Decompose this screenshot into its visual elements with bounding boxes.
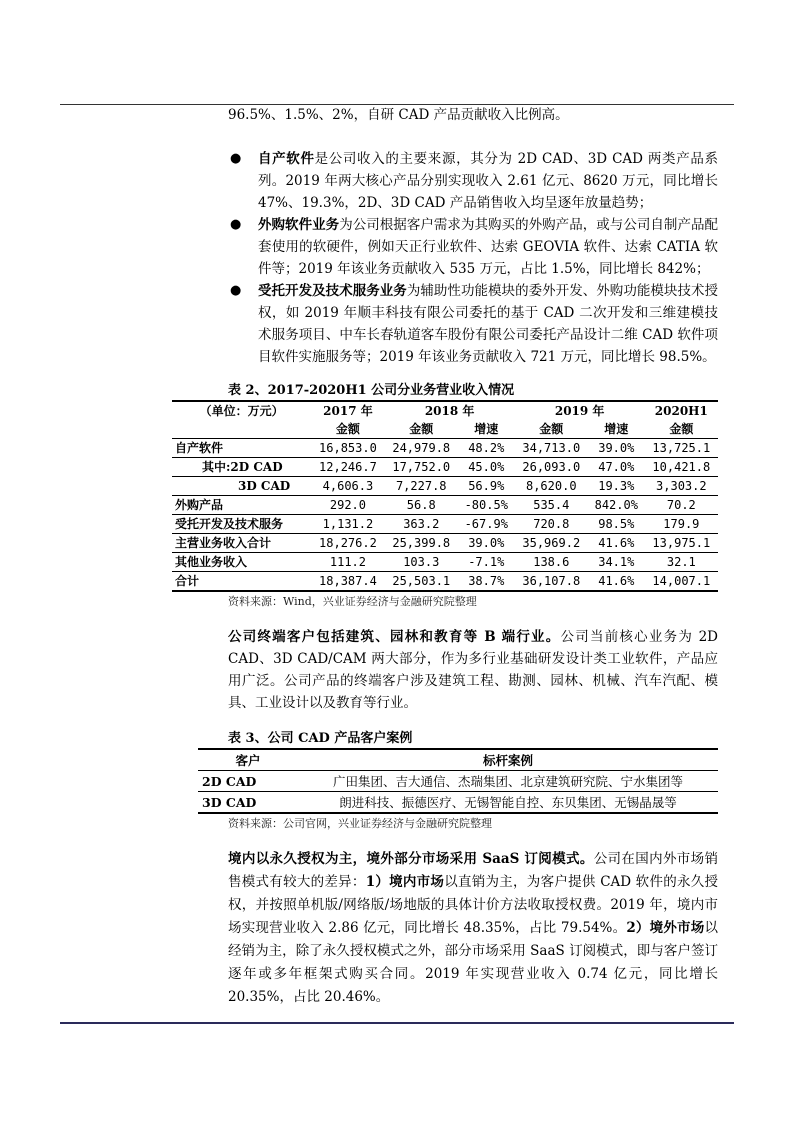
intro-text: 96.5%、1.5%、2%，自研 CAD 产品贡献收入比例高。: [228, 107, 569, 123]
cell-value: 56.9%: [468, 479, 505, 493]
cell-value: 56.8: [406, 498, 436, 512]
cell-value: 842.0%: [594, 498, 638, 512]
row-label: 其中:2D CAD: [202, 460, 283, 474]
para-bold: 公司终端客户包括建筑、园林和教育等 B 端行业。: [228, 629, 561, 645]
para-segment: 1）境内市场: [365, 874, 445, 890]
row-label: 其他业务收入: [175, 555, 248, 569]
bullet-icon: ●: [230, 283, 242, 298]
cell-value: 103.3: [403, 555, 440, 569]
row-label: 3D CAD: [202, 794, 257, 810]
table2-source: 资料来源：Wind，兴业证券经济与金融研究院整理: [228, 595, 477, 608]
bullet-own-software: [228, 148, 718, 214]
cell-value: 17,752.0: [392, 460, 451, 474]
row-label: 2D CAD: [202, 773, 257, 789]
footer-rule: [60, 1022, 734, 1024]
cell-value: 18,387.4: [319, 574, 377, 588]
header-cell: 标杆案例: [482, 752, 533, 768]
year-header: 2018 年: [424, 404, 475, 418]
para-text: 公司当前核心业务为 2D CAD、3D CAD/CAM 两大部分，作为多行业基础研发设计类工业软件，产品应用广泛。公司产品的终端客户涉及建筑工程、勘测、园林、机械、汽车汽配、模具、工业设计以及教育等行业。: [228, 629, 718, 711]
bullet-bold: 自产软件: [258, 151, 315, 167]
cell-value: 13,975.1: [652, 536, 711, 550]
table-row: [198, 771, 718, 792]
cell-value: 39.0%: [468, 536, 505, 550]
cell-value: 70.2: [666, 498, 696, 512]
cell-value: 39.0%: [598, 441, 635, 455]
cell-value: 36,107.8: [522, 574, 581, 588]
para-segment: 以直销为主，为客户提供 CAD 软件的永久授权，并按照单机版/网络版/场地版的具体计价方法收取授权费。2019 年，境内市场实现营业收入 2.86 亿元，同比增长 48.35%，占比 79.54%。: [228, 874, 719, 936]
cell-value: 24,979.8: [392, 441, 451, 455]
content-column: [175, 104, 719, 1009]
bullet-text: 是公司收入的主要来源，其分为 2D CAD、3D CAD 两类产品系列。2019 年两大核心产品分别实现收入 2.61 亿元、8620 万元，同比增长 47%、19.3%，2D、3D CAD 产品销售收入均呈逐年放量趋势；: [258, 151, 719, 211]
cell-value: 10,421.8: [652, 460, 711, 474]
row-label: 合计: [175, 574, 200, 588]
cell-value: 535.4: [533, 498, 570, 512]
table-row: [172, 496, 718, 515]
subheader: 金额: [409, 422, 434, 436]
cell-value: 13,725.1: [652, 441, 711, 455]
subheader: 金额: [335, 422, 360, 436]
cell-value: -67.9%: [464, 517, 508, 531]
table-subheader-row: [172, 420, 718, 439]
cell-value: 720.8: [533, 517, 570, 531]
cell-value: 32.1: [666, 555, 696, 569]
row-label: 受托开发及技术服务: [175, 517, 284, 531]
para-segment: 2）境外市场: [626, 920, 705, 936]
cell-value: 34.1%: [598, 555, 635, 569]
table-row: [172, 477, 718, 496]
table-row: [172, 572, 718, 592]
cell-value: 41.6%: [598, 574, 635, 588]
table-row: [172, 515, 718, 534]
cell-value: -7.1%: [468, 555, 505, 569]
cell-value: 3,303.2: [656, 479, 707, 493]
subheader: 金额: [669, 422, 694, 436]
cell-value: 98.5%: [598, 517, 635, 531]
row-value: 广田集团、吉大通信、杰瑞集团、北京建筑研究院、宁水集团等: [332, 773, 683, 789]
row-label: 主营业务收入合计: [175, 536, 272, 550]
table3-source: 资料来源：公司官网，兴业证券经济与金融研究院整理: [228, 817, 492, 830]
para-segment: 公司在国内外市场销售模式有较大的差异：: [228, 851, 718, 890]
cell-value: 7,227.8: [395, 479, 447, 493]
cell-value: 363.2: [403, 517, 440, 531]
bullet-text: 为辅助性功能模块的委外开发、外购功能模块技术授权，如 2019 年顺丰科技有限公司委托的基于 CAD 二次开发和三维建模技术服务项目、中车长春轨道客车股份有限公司委托产品设计二维 CAD 软件项目软件实施服务等；2019 年该业务贡献收入 721 万元，同比增长 98.5%。: [258, 283, 719, 365]
bullet-text: 为公司根据客户需求为其购买的外购产品，或与公司自制产品配套使用的软硬件，例如天正行业软件、达索 GEOVIA 软件、达索 CATIA 软件等；2019 年该业务贡献收入 535 万元，占比 1.5%，同比增长 842%；: [258, 217, 719, 277]
cell-value: 14,007.1: [652, 574, 711, 588]
row-value: 朗进科技、振德医疗、无锡智能自控、东贝集团、无锡晶晟等: [339, 794, 677, 810]
table3-caption: 表 3、公司 CAD 产品客户案例: [228, 731, 413, 746]
subheader: 增速: [474, 422, 499, 436]
cell-value: 8,620.0: [525, 479, 577, 493]
bullet-services: [228, 280, 718, 368]
table-row: [198, 792, 718, 814]
bullet-icon: ●: [230, 217, 242, 232]
cell-value: 1,131.2: [322, 517, 374, 531]
cell-value: 35,969.2: [522, 536, 581, 550]
revenue-table: [172, 400, 718, 592]
cell-value: 292.0: [329, 498, 366, 512]
cell-value: 16,853.0: [319, 441, 377, 455]
table-header-row: [198, 749, 718, 771]
cell-value: 18,276.2: [319, 536, 377, 550]
cell-value: 19.3%: [598, 479, 635, 493]
cell-value: 45.0%: [468, 460, 505, 474]
cell-value: -80.5%: [464, 498, 508, 512]
cell-value: 26,093.0: [522, 460, 581, 474]
cell-value: 111.2: [329, 555, 366, 569]
table-row: [172, 534, 718, 553]
cell-value: 25,399.8: [392, 536, 451, 550]
cell-value: 47.0%: [598, 460, 635, 474]
table-row: [172, 458, 718, 477]
customer-table: [198, 748, 718, 814]
unit-label: （单位：万元）: [199, 404, 284, 418]
bullet-icon: ●: [230, 151, 242, 166]
year-header: 2017 年: [323, 404, 373, 418]
cell-value: 138.6: [533, 555, 570, 569]
row-label: 外购产品: [175, 498, 224, 512]
bullet-bold: 外购软件业务: [258, 217, 340, 233]
year-header: 2020H1: [654, 404, 708, 418]
customer-paragraph: [228, 626, 718, 714]
para-segment: 境内以永久授权为主，境外部分市场采用 SaaS 订阅模式。: [228, 851, 594, 867]
header-cell: 客户: [235, 752, 261, 768]
cell-value: 25,503.1: [392, 574, 451, 588]
subheader: 增速: [604, 422, 629, 436]
cell-value: 41.6%: [598, 536, 635, 550]
cell-value: 38.7%: [468, 574, 505, 588]
table2-caption: 表 2、2017-2020H1 公司分业务营业收入情况: [228, 383, 515, 398]
table-row: [172, 553, 718, 572]
cell-value: 12,246.7: [319, 460, 377, 474]
bullet-bold: 受托开发及技术服务业务: [258, 283, 407, 299]
subheader: 金额: [539, 422, 564, 436]
row-label: 3D CAD: [238, 479, 291, 493]
cell-value: 48.2%: [468, 441, 505, 455]
cell-value: 34,713.0: [522, 441, 581, 455]
year-header: 2019 年: [554, 404, 605, 418]
row-label: 自产软件: [175, 441, 224, 455]
market-paragraph: [228, 848, 718, 1009]
cell-value: 179.9: [663, 517, 700, 531]
bullet-purchased-software: [228, 214, 718, 280]
table-header-row: [172, 401, 718, 420]
para-segment: 以经销为主，除了永久授权模式之外，部分市场采用 SaaS 订阅模式，即与客户签订逐年或多年框架式购买合同。2019 年实现营业收入 0.74 亿元，同比增长 20.35%，占比 20.46%。: [228, 920, 718, 1005]
cell-value: 4,606.3: [322, 479, 374, 493]
table-row: [172, 439, 718, 458]
